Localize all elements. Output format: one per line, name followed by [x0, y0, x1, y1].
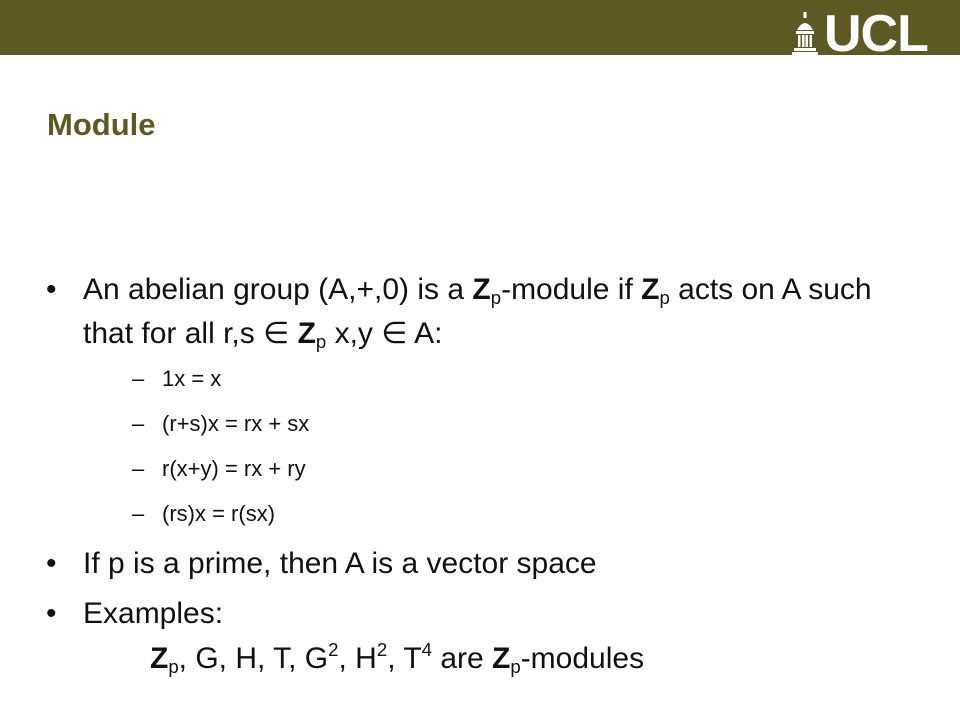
- axiom-item: [83, 366, 926, 392]
- z-symbol: Z: [297, 317, 316, 350]
- definition-text-3: acts on A such that for all r,s: [83, 273, 872, 350]
- exponent: 2: [376, 639, 388, 660]
- axiom-item: [83, 456, 926, 482]
- z-symbol: Z: [150, 642, 169, 675]
- examples-groups: , G, H, T, G: [178, 642, 329, 675]
- bullet-marker: •: [46, 597, 57, 630]
- vector-space-text: If p is a prime, then A is a vector space: [83, 547, 597, 580]
- slide-title: Module: [47, 107, 156, 142]
- definition-text-5: A:: [407, 317, 443, 350]
- p-subscript: p: [510, 656, 521, 677]
- slide-body: [46, 272, 926, 699]
- axiom-text: 1x = x: [162, 366, 222, 391]
- p-subscript: p: [315, 331, 327, 352]
- bullet-marker: •: [46, 273, 57, 306]
- ucl-logo: [792, 5, 928, 63]
- p-subscript: p: [490, 287, 502, 308]
- logo-wordmark: UCL: [824, 5, 928, 63]
- axiom-item: [83, 501, 926, 527]
- examples-label: Examples:: [83, 597, 224, 630]
- portico-dome-icon: [792, 12, 818, 56]
- bullet-definition: [46, 272, 926, 527]
- axiom-text: r(x+y) = rx + ry: [162, 456, 306, 481]
- p-subscript: p: [168, 656, 179, 677]
- exponent: 2: [328, 639, 339, 660]
- z-symbol: Z: [472, 273, 491, 306]
- p-subscript: p: [659, 287, 670, 308]
- examples-modules: -modules: [520, 642, 645, 675]
- dash-marker: –: [132, 411, 145, 436]
- dash-marker: –: [132, 366, 145, 391]
- axiom-list: [83, 366, 926, 527]
- definition-text-4: x,y: [326, 317, 382, 350]
- dash-marker: –: [132, 456, 145, 481]
- bullet-marker: •: [46, 547, 57, 580]
- bullet-examples: [46, 596, 926, 685]
- header-banner: [0, 0, 960, 63]
- examples-line: [83, 632, 926, 685]
- axiom-text: (r+s)x = rx + sx: [162, 411, 310, 436]
- examples-h: , H: [338, 642, 377, 675]
- axiom-item: [83, 411, 926, 437]
- element-of-symbol: ∈: [381, 317, 408, 350]
- element-of-symbol: ∈: [263, 317, 290, 350]
- definition-text-2: -module if: [501, 273, 642, 306]
- exponent: 4: [421, 639, 432, 660]
- z-symbol: Z: [641, 273, 660, 306]
- dash-marker: –: [132, 501, 145, 526]
- definition-text-1: An abelian group (A,+,0) is a: [83, 273, 473, 306]
- examples-are: are: [431, 642, 493, 675]
- z-symbol: Z: [492, 642, 511, 675]
- axiom-text: (rs)x = r(sx): [162, 501, 276, 526]
- bullet-vector-space: [46, 546, 926, 582]
- examples-t: , T: [387, 642, 422, 675]
